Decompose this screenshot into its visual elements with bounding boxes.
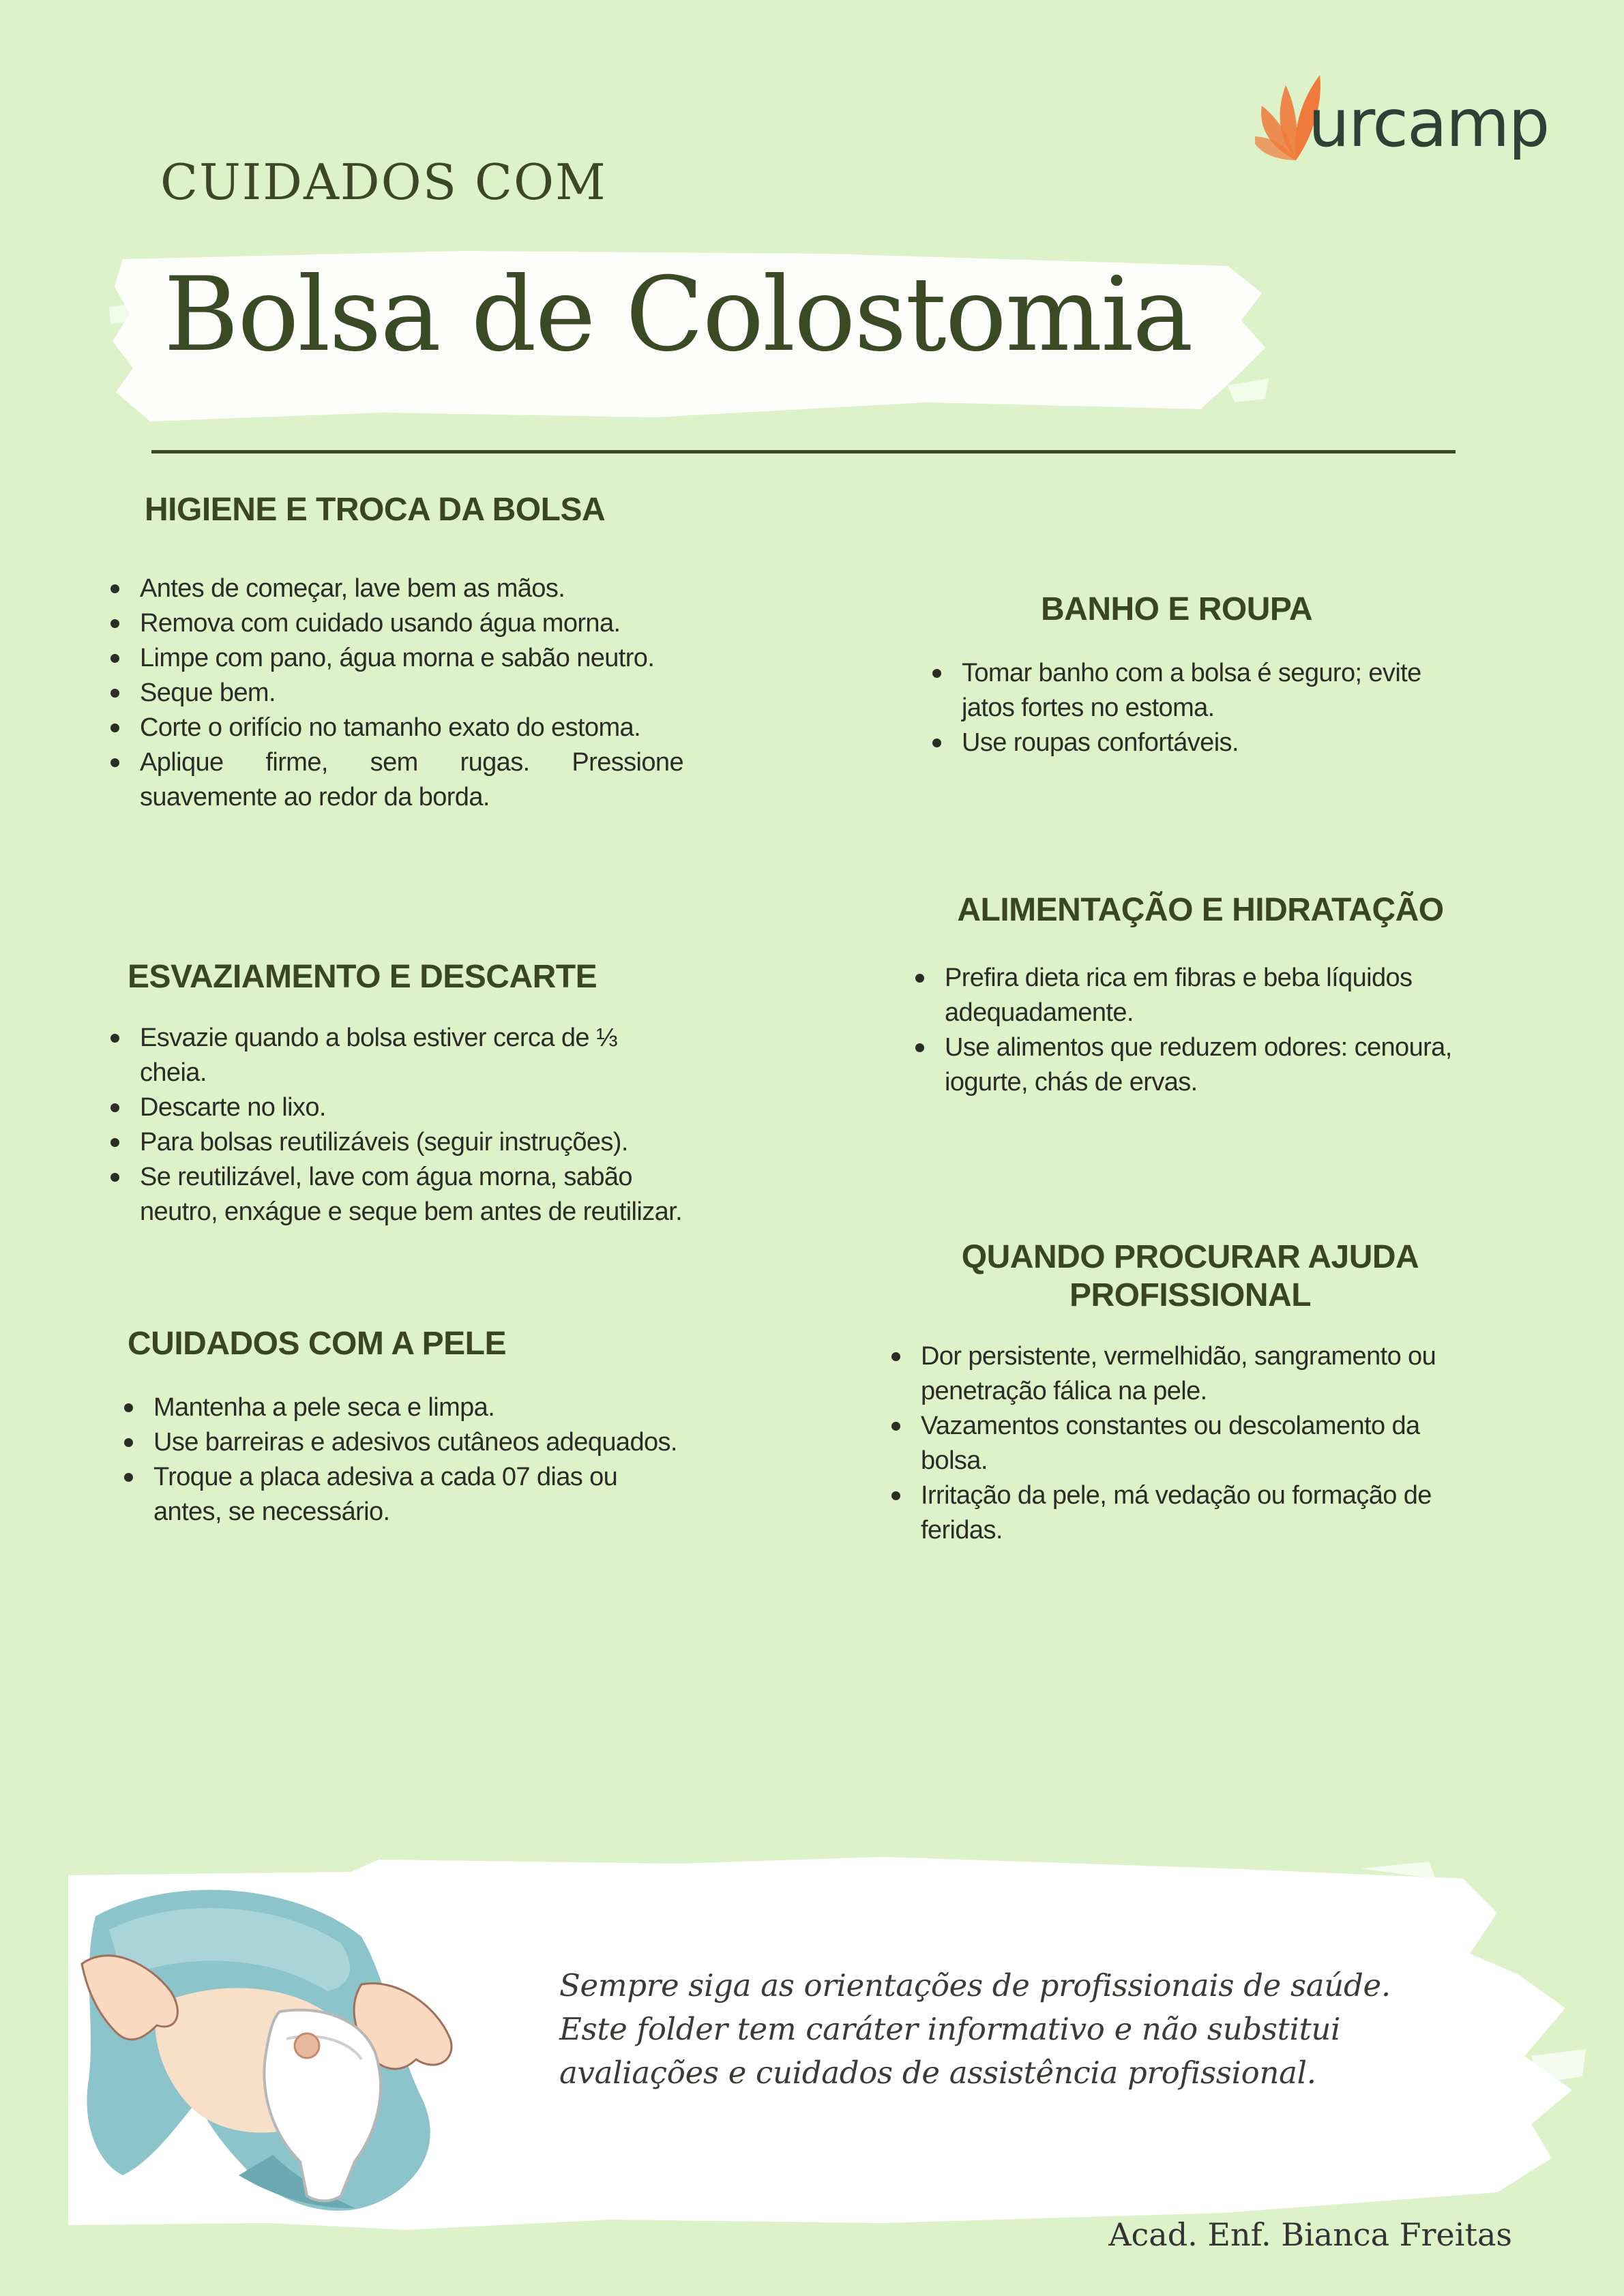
- section-heading: ALIMENTAÇÃO E HIDRATAÇÃO: [957, 892, 1444, 928]
- list-item: Corte o orifício no tamanho exato do estoma.: [109, 711, 683, 745]
- list-item: Vazamentos constantes ou descolamento da bolsa.: [890, 1409, 1477, 1478]
- list-item: Se reutilizável, lave com água morna, sabão neutro, enxágue e seque bem antes de reutilizar.: [109, 1160, 683, 1229]
- bullet-list: [109, 1021, 683, 1229]
- list-item: Irritação da pele, má vedação ou formação de feridas.: [890, 1478, 1477, 1548]
- bullet-list: [914, 961, 1501, 1100]
- disclaimer-text: [559, 1964, 1480, 2095]
- logo-wordmark: urcamp: [1308, 85, 1549, 162]
- list-item: Use barreiras e adesivos cutâneos adequados.: [123, 1425, 689, 1460]
- list-item: Tomar banho com a bolsa é seguro; evite jatos fortes no estoma.: [931, 656, 1449, 726]
- list-item: Remova com cuidado usando água morna.: [109, 606, 683, 641]
- urcamp-logo: [1255, 65, 1555, 174]
- list-item: Troque a placa adesiva a cada 07 dias ou antes, se necessário.: [123, 1460, 689, 1530]
- list-item: Limpe com pano, água morna e sabão neutro.: [109, 641, 683, 676]
- page-title: Bolsa de Colostomia: [164, 256, 1192, 374]
- list-item: Aplique firme, sem rugas. Pressione suavemente ao redor da borda.: [109, 745, 683, 815]
- section-pele: [123, 1325, 689, 1530]
- disclaimer-line: Sempre siga as orientações de profissionais de saúde.: [559, 1967, 1391, 2003]
- section-banho: [931, 591, 1449, 760]
- section-heading: ESVAZIAMENTO E DESCARTE: [128, 959, 597, 995]
- section-heading-line: PROFISSIONAL: [1069, 1277, 1312, 1313]
- section-heading-line: QUANDO PROCURAR AJUDA: [961, 1239, 1419, 1275]
- title-divider: [151, 450, 1456, 453]
- colostomy-bag-illustration: [68, 1875, 491, 2223]
- bullet-list: [123, 1390, 689, 1530]
- list-item: Descarte no lixo.: [109, 1090, 683, 1125]
- bullet-list: [890, 1339, 1477, 1548]
- section-heading: CUIDADOS COM A PELE: [128, 1326, 506, 1362]
- section-higiene: [109, 491, 683, 815]
- section-heading: BANHO E ROUPA: [1041, 591, 1312, 627]
- section-heading: HIGIENE E TROCA DA BOLSA: [145, 492, 606, 528]
- author-credit: Acad. Enf. Bianca Freitas: [1108, 2216, 1512, 2253]
- list-item: Use roupas confortáveis.: [931, 726, 1449, 760]
- list-item: Para bolsas reutilizáveis (seguir instruções).: [109, 1125, 683, 1160]
- list-item: Esvazie quando a bolsa estiver cerca de ⅓ cheia.: [109, 1021, 683, 1090]
- section-ajuda: [890, 1238, 1477, 1548]
- list-item: Antes de começar, lave bem as mãos.: [109, 571, 683, 606]
- list-item: Seque bem.: [109, 676, 683, 711]
- section-alimentacao: [914, 891, 1501, 1100]
- section-heading: [890, 1238, 1477, 1315]
- list-item: Dor persistente, vermelhidão, sangramento ou penetração fálica na pele.: [890, 1339, 1477, 1409]
- disclaimer-line: avaliações e cuidados de assistência profissional.: [559, 2055, 1316, 2091]
- bullet-list: [109, 571, 683, 815]
- page-subtitle: CUIDADOS COM: [160, 153, 607, 211]
- disclaimer-line: Este folder tem caráter informativo e não substitui: [559, 2011, 1341, 2047]
- list-item: Mantenha a pele seca e limpa.: [123, 1390, 689, 1425]
- list-item: Prefira dieta rica em fibras e beba líquidos adequadamente.: [914, 961, 1501, 1030]
- section-esvaziamento: [109, 958, 683, 1229]
- bullet-list: [931, 656, 1449, 760]
- list-item: Use alimentos que reduzem odores: cenoura, iogurte, chás de ervas.: [914, 1030, 1501, 1100]
